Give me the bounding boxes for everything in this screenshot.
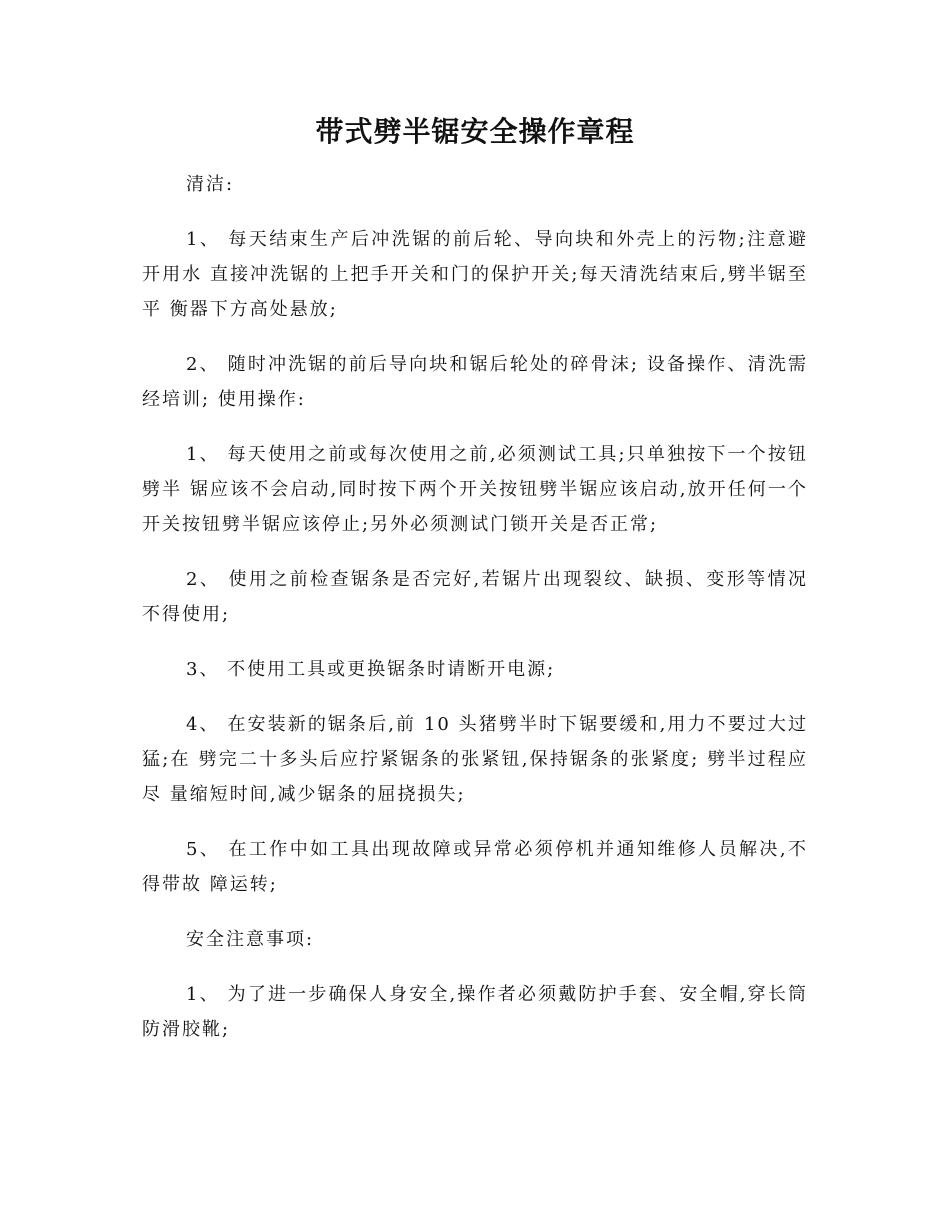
paragraph-cleaning-2: 2、 随时冲洗锯的前后导向块和锯后轮处的碎骨沫; 设备操作、清洗需经培训; 使用操作: [142, 354, 808, 410]
paragraph-operation-2: 2、 使用之前检查锯条是否完好,若锯片出现裂纹、缺损、变形等情况不得使用; [142, 569, 808, 625]
section-heading-safety: 安全注意事项: [186, 929, 315, 950]
paragraph-operation-4: 4、 在安装新的锯条后,前 10 头猪劈半时下锯要缓和,用力不要过大过猛;在 劈完二十多头后应拧紧锯条的张紧钮,保持锯条的张紧度; 劈半过程应尽 量缩短时间,减少锯条的屈挠损失; [142, 714, 808, 805]
paragraph-cleaning-1: 1、 每天结束生产后冲洗锯的前后轮、导向块和外壳上的污物;注意避开用水 直接冲洗锯的上把手开关和门的保护开关;每天清洗结束后,劈半锯至平 衡器下方高处悬放; [142, 229, 808, 320]
document-title: 带式劈半锯安全操作章程 [315, 115, 635, 148]
paragraph-operation-3: 3、 不使用工具或更换锯条时请断开电源; [186, 659, 556, 680]
paragraph-operation-1: 1、 每天使用之前或每次使用之前,必须测试工具;只单独按下一个按钮劈半 锯应该不会启动,同时按下两个开关按钮劈半锯应该启动,放开任何一个 开关按钮劈半锯应该停止;另外必须测试门锁开关是否正常; [142, 444, 808, 535]
document-body [142, 167, 808, 1067]
section-heading-cleaning: 清洁: [186, 174, 235, 195]
paragraph-safety-1: 1、 为了进一步确保人身安全,操作者必须戴防护手套、安全帽,穿长筒防滑胶靴; [142, 984, 808, 1040]
paragraph-operation-5: 5、 在工作中如工具出现故障或异常必须停机并通知维修人员解决,不得带故 障运转; [142, 839, 808, 895]
